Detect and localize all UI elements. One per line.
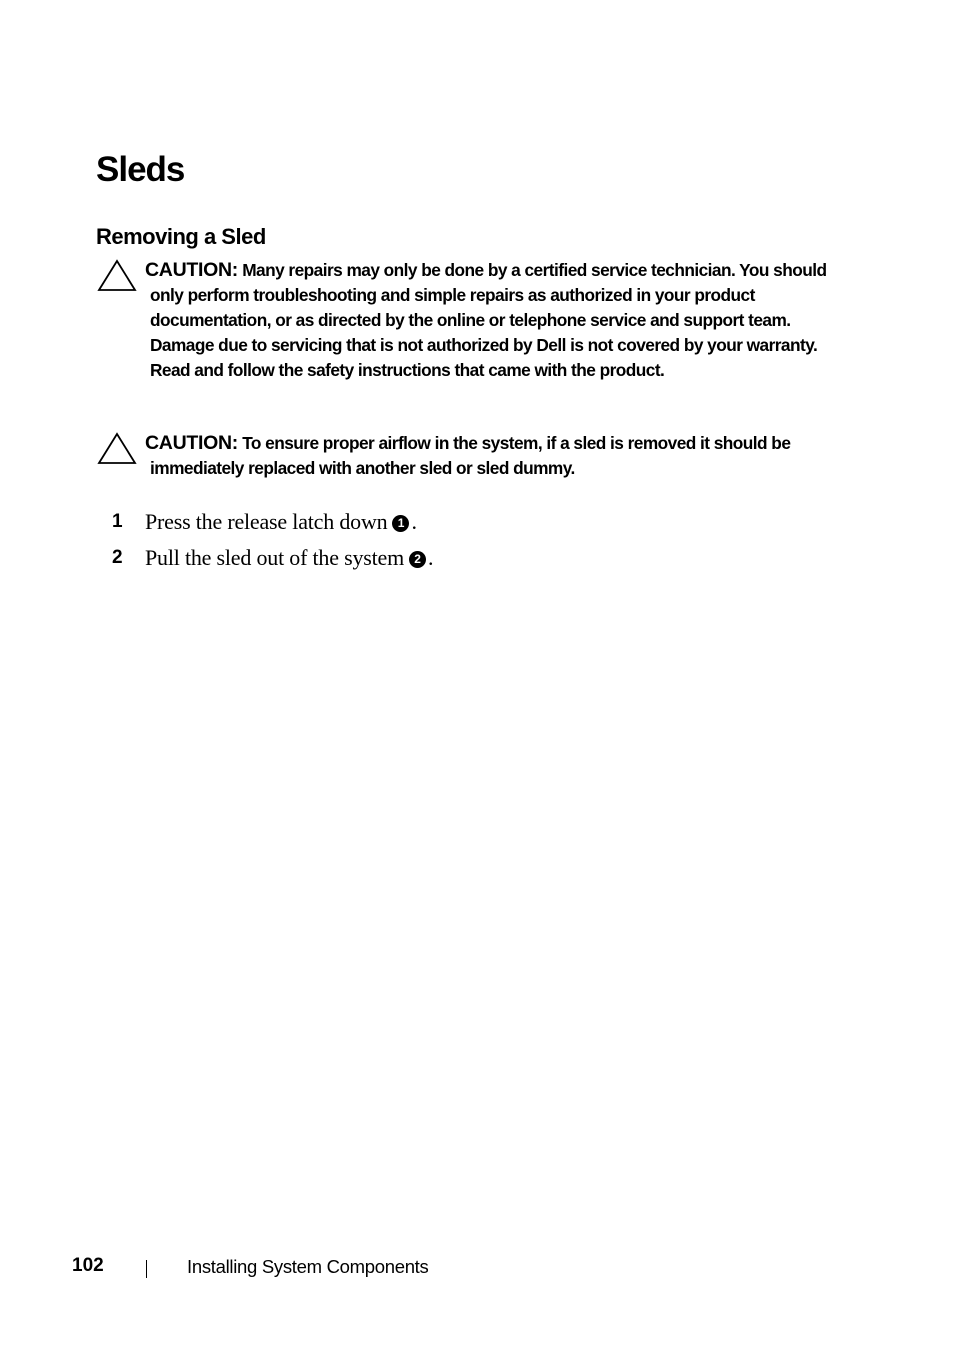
callout-1-icon: 1 <box>392 515 409 532</box>
footer-section-title: Installing System Components <box>187 1256 429 1277</box>
page-title: Sleds <box>96 150 185 189</box>
caution-text <box>97 431 837 481</box>
step-number: 2 <box>112 547 123 568</box>
step-text: Pull the sled out of the system 2 . <box>145 545 434 570</box>
caution-triangle-icon <box>97 432 137 464</box>
caution-text <box>97 258 837 383</box>
step-text: Press the release latch down 1 . <box>145 509 417 534</box>
step-number: 1 <box>112 511 123 532</box>
caution-label: CAUTION: <box>145 432 238 454</box>
caution-notice-repairs <box>97 258 837 383</box>
page-number: 102 <box>72 1255 104 1276</box>
caution-body: To ensure proper airflow in the system, if a sled is removed it should be immediately replaced with another sled or sled dummy. <box>150 433 791 478</box>
section-heading: Removing a Sled <box>96 224 266 249</box>
caution-label: CAUTION: <box>145 259 238 281</box>
caution-notice-airflow <box>97 431 837 481</box>
caution-body: Many repairs may only be done by a certified service technician. You should only perform troubleshooting and simple repairs as authorized in your product documentation, or as directed by the online or telephone service and support team. Damage due to servicing that is not authorized by Dell is not covered by your warranty. Read and follow the safety instructions that came with the product. <box>150 260 827 380</box>
caution-triangle-icon <box>97 259 137 291</box>
callout-2-icon: 2 <box>409 551 426 568</box>
footer-divider <box>146 1260 147 1278</box>
